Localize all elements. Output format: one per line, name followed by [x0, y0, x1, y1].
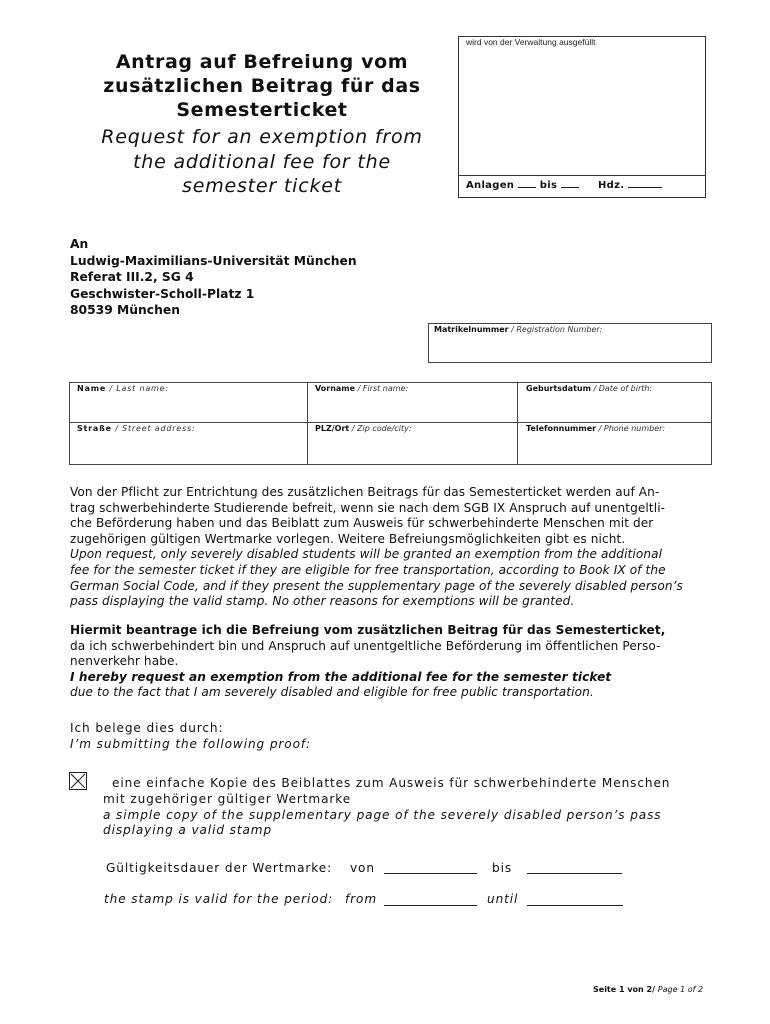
intro-line: che Beförderung haben und das Beiblatt zum Ausweis für schwerbehinderte Menschen mit der [70, 516, 654, 531]
address-line: 80539 München [70, 303, 180, 317]
title-line: Semesterticket [176, 99, 348, 121]
address-line: Geschwister-Scholl-Platz 1 [70, 286, 255, 301]
validity-until-label: until [487, 892, 519, 906]
phone-number-label: Telefonnummer / Phone number: [526, 424, 666, 433]
proof-line: I’m submitting the following proof: [70, 736, 312, 751]
street-address-label: Straße / Street address: [77, 424, 196, 433]
intro-line: fee for the semester ticket if they are eligible for free transportation, according to Book IX of the [70, 562, 666, 577]
attachments-to-label: bis [539, 180, 558, 191]
administration-divider [458, 175, 706, 176]
validity-from-input[interactable] [384, 863, 477, 874]
validity-from-input-english[interactable] [384, 895, 477, 906]
form-title-english [62, 125, 462, 199]
form-title-german [62, 50, 462, 122]
address-line: An [70, 237, 89, 251]
option-line: displaying a valid stamp [103, 823, 273, 837]
request-line: I hereby request an exemption from the additional fee for the semester ticket [70, 669, 612, 684]
address-line: Referat III.2, SG 4 [70, 270, 194, 284]
request-line: nenverkehr habe. [70, 654, 179, 669]
initials-blank[interactable] [628, 177, 662, 188]
recipient-address [70, 236, 357, 319]
last-name-label: Name / Last name: [77, 384, 169, 393]
title-line: semester ticket [182, 175, 342, 197]
intro-line: zugehörigen gültigen Wertmarke vorlegen. Weitere Befreiungsmöglichkeiten gibt es nicht. [70, 531, 626, 546]
validity-to-input[interactable] [527, 863, 622, 874]
title-line: Request for an exemption from [101, 126, 423, 148]
title-line: zusätzlichen Beitrag für das [103, 75, 421, 97]
administration-note: wird von der Verwaltung ausgefüllt [466, 37, 596, 47]
option-line: mit zugehöriger gültiger Wertmarke [103, 792, 352, 806]
request-line: due to the fact that I am severely disabled and eligible for free public transportation. [70, 685, 594, 700]
request-line: Hiermit beantrage ich die Befreiung vom zusätzlichen Beitrag für das Semesterticket, [70, 623, 666, 637]
intro-line: German Social Code, and if they present the supplementary page of the severely disabled person’s [70, 578, 683, 593]
intro-line: pass displaying the valid stamp. No other reasons for exemptions will be granted. [70, 594, 575, 609]
validity-label-german: Gültigkeitsdauer der Wertmarke: [106, 861, 333, 875]
title-line: the additional fee for the [133, 150, 391, 173]
registration-number-label: Matrikelnummer / Registration Number: [434, 325, 603, 334]
administration-footer [466, 177, 662, 191]
administration-box [458, 36, 706, 198]
first-name-label: Vorname / First name: [315, 384, 409, 393]
request-statement [70, 623, 665, 701]
validity-to-label: bis [492, 861, 513, 875]
intro-line: Upon request, only severely disabled students will be granted an exemption from the additional [70, 547, 663, 562]
proof-line: Ich belege dies durch: [70, 721, 224, 735]
intro-line: Von der Pflicht zur Entrichtung des zusätzlichen Beitrags für das Semesterticket werden auf An- [70, 485, 660, 499]
address-line: Ludwig-Maximilians-Universität München [70, 253, 357, 268]
initials-label: Hdz. [597, 180, 625, 191]
validity-from-label-english: from [345, 892, 378, 906]
title-line: Antrag auf Befreiung vom [115, 51, 409, 73]
validity-from-label: von [350, 861, 375, 875]
option-line: a simple copy of the supplementary page of the severely disabled person’s pass [103, 808, 662, 822]
attachments-from-blank[interactable] [518, 177, 536, 188]
attachments-to-blank[interactable] [561, 177, 579, 188]
page-number: Seite 1 von 2/ Page 1 of 2 [593, 985, 704, 994]
proof-heading [70, 721, 311, 752]
attachments-label: Anlagen [466, 180, 515, 191]
checkmark-x-icon [70, 773, 86, 789]
request-line: da ich schwerbehindert bin und Anspruch auf unentgeltliche Beförderung im öffentlichen Perso- [70, 638, 661, 653]
zip-city-label: PLZ/Ort / Zip code/city: [315, 424, 412, 433]
validity-until-input[interactable] [527, 895, 623, 906]
validity-label-english: the stamp is valid for the period: [104, 892, 334, 906]
date-of-birth-label: Geburtsdatum / Date of birth: [526, 384, 653, 393]
option-line: eine einfache Kopie des Beiblattes zum Ausweis für schwerbehinderte Menschen [112, 776, 671, 790]
proof-checkbox[interactable] [69, 772, 87, 790]
intro-paragraph [70, 485, 683, 610]
intro-line: trag schwerbehinderte Studierende befreit, wenn sie nach dem SGB IX Anspruch auf unentgeltli- [70, 500, 666, 515]
